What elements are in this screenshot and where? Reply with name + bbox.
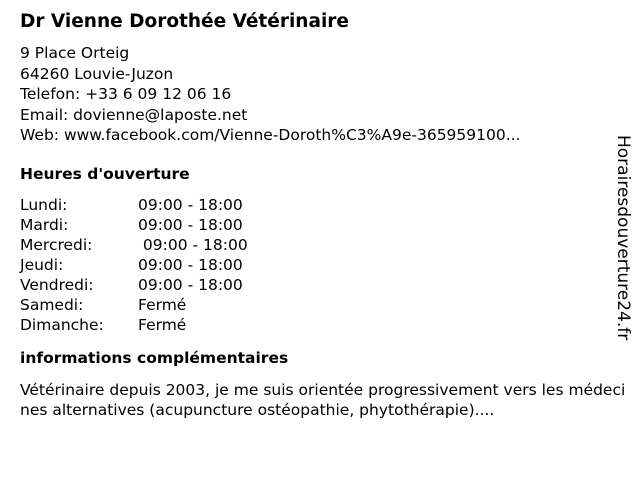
- hours-row-sunday: [20, 315, 610, 335]
- day-hours: 09:00 - 18:00: [138, 255, 243, 274]
- day-label: Samedi:: [20, 295, 84, 314]
- hours-row-tuesday: [20, 215, 610, 235]
- day-hours: Fermé: [138, 295, 187, 314]
- website-link[interactable]: Web: www.facebook.com/Vienne-Doroth%C3%A9e-365959100...: [20, 126, 521, 144]
- additional-info-text: Vétérinaire depuis 2003, je me suis orientée progressivement vers les médecines alternatives (acupuncture ostéopathie, phytothérapie)....: [20, 380, 626, 419]
- business-name: Dr Vienne Dorothée Vétérinaire: [20, 11, 349, 32]
- day-hours: 09:00 - 18:00: [138, 215, 243, 234]
- hours-row-thursday: [20, 255, 610, 275]
- hours-row-monday: [20, 195, 610, 215]
- site-watermark: Horairesdouverture24.fr: [613, 135, 633, 341]
- email-address[interactable]: Email: dovienne@laposte.net: [20, 105, 248, 124]
- address-city: 64260 Louvie-Juzon: [20, 64, 174, 83]
- hours-row-saturday: [20, 295, 610, 315]
- hours-row-wednesday: [20, 235, 610, 255]
- phone-number[interactable]: Telefon: +33 6 09 12 06 16: [20, 85, 232, 103]
- address-street: 9 Place Orteig: [20, 44, 130, 62]
- hours-row-friday: [20, 275, 610, 295]
- day-hours: Fermé: [138, 315, 187, 334]
- opening-hours-table: [20, 195, 610, 335]
- day-label: Mardi:: [20, 215, 69, 234]
- day-hours: 09:00 - 18:00: [138, 195, 243, 214]
- day-hours: 09:00 - 18:00: [138, 235, 248, 254]
- additional-info-title: informations complémentaires: [20, 348, 289, 367]
- day-label: Mercredi:: [20, 235, 93, 254]
- day-hours: 09:00 - 18:00: [138, 275, 243, 294]
- day-label: Dimanche:: [20, 315, 104, 334]
- day-label: Vendredi:: [20, 275, 94, 294]
- day-label: Jeudi:: [20, 255, 64, 274]
- contact-block: [20, 43, 610, 146]
- day-label: Lundi:: [20, 195, 68, 214]
- opening-hours-title: Heures d'ouverture: [20, 164, 190, 183]
